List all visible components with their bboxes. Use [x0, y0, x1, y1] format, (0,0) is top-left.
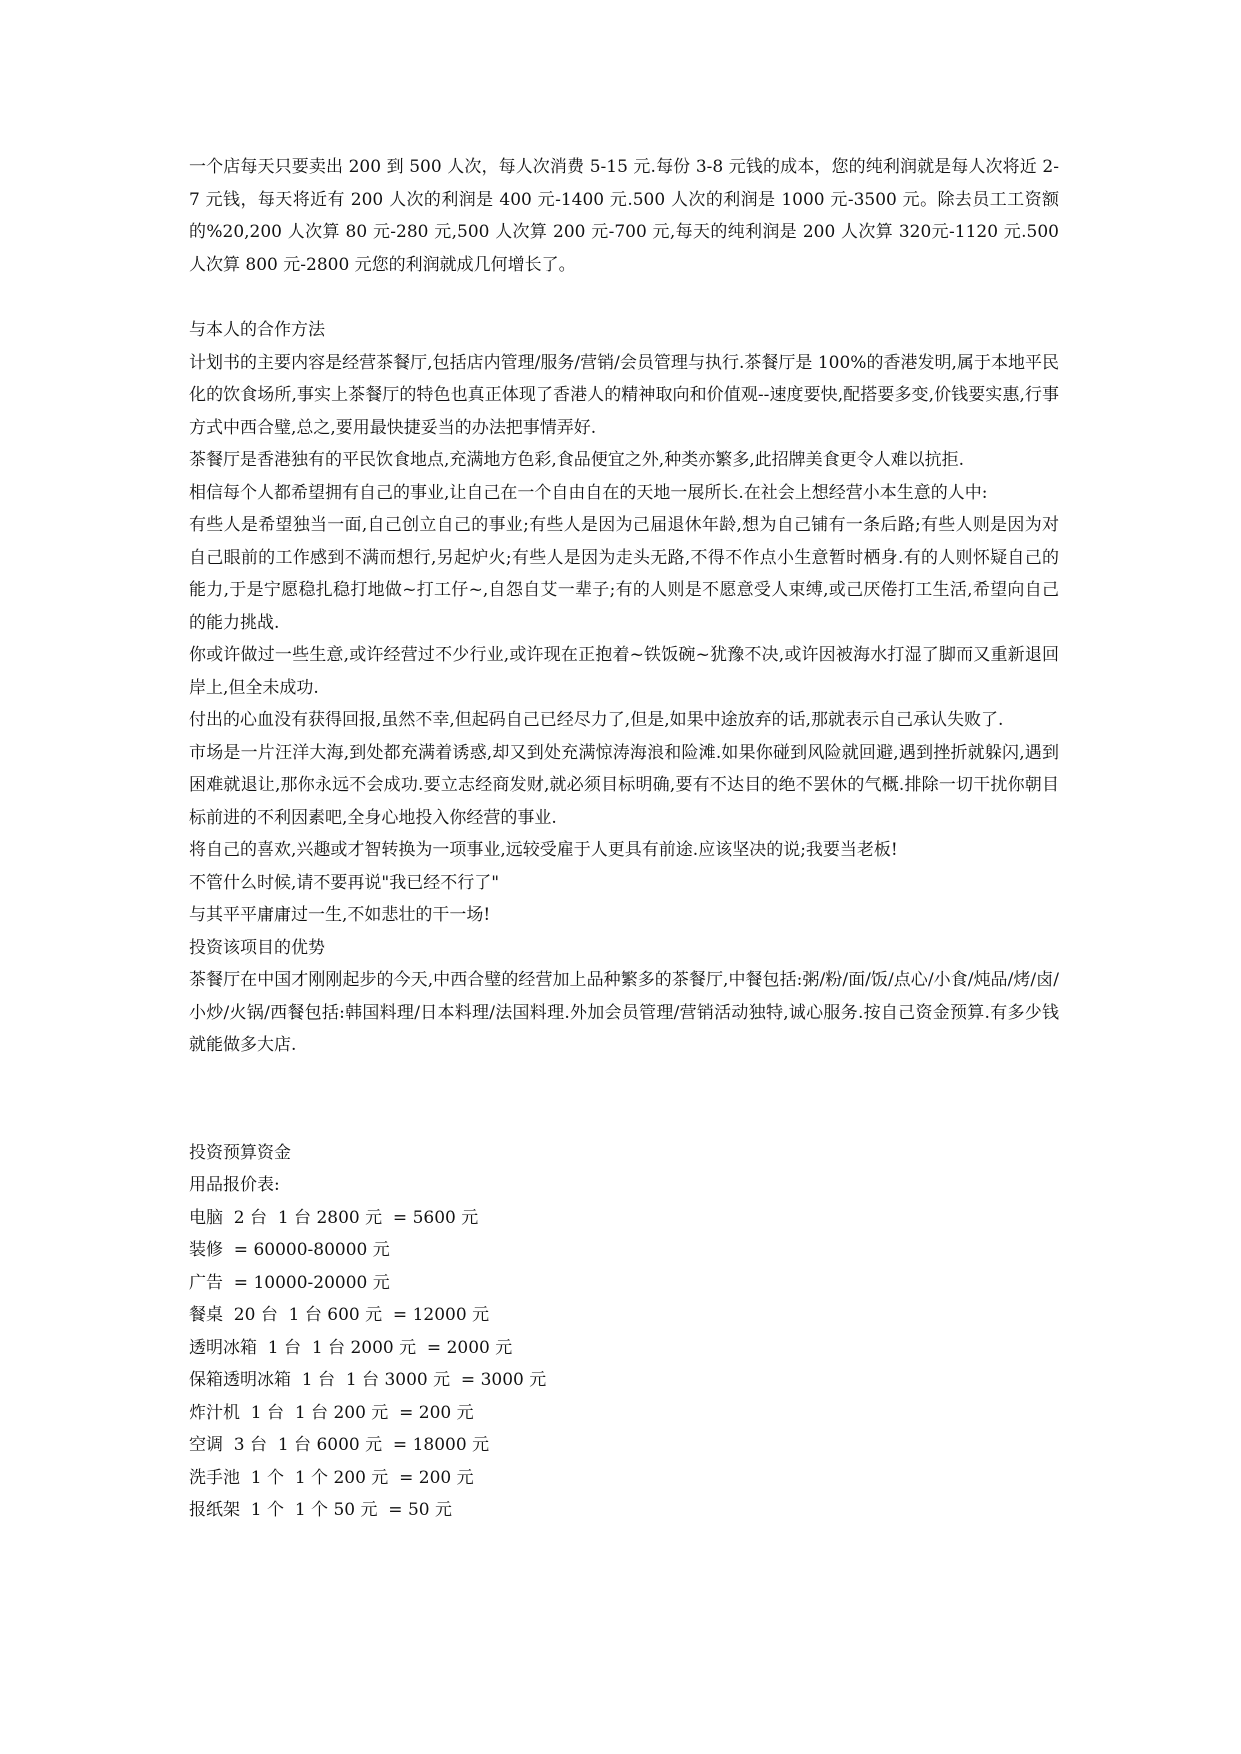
paragraph-never-give-up: 不管什么时候,请不要再说"我已经不行了" — [189, 872, 500, 893]
price-item: 透明冰箱 1 台 1 台 2000 元 = 2000 元 — [189, 1337, 513, 1358]
advantage-heading: 投资该项目的优势 — [189, 937, 325, 958]
price-list-heading: 用品报价表: — [189, 1175, 280, 1195]
coop-heading: 与本人的合作方法 — [189, 320, 325, 340]
price-item: 炸汁机 1 台 1 台 200 元 = 200 元 — [189, 1402, 474, 1423]
paragraph-reasons: 有些人是希望独当一面,自己创立自己的事业;有些人是因为己届退休年龄,想为自己铺有一条后路;有些人则是因为对自己眼前的工作感到不满而想行,另起炉火;有些人是因为走头无路,不得不作点小生意暂时栖身.有的人则怀疑自己的能力,于是宁愿稳扎稳打地做~打工仔~,自怨自艾一辈子;有的人则是不愿意受人束缚,或己厌倦打工生活,希望向自己的能力挑战. — [189, 515, 1059, 633]
price-item: 广告 = 10000-20000 元 — [189, 1272, 390, 1293]
price-item: 电脑 2 台 1 台 2800 元 = 5600 元 — [189, 1207, 479, 1228]
paragraph-bold: 与其平平庸庸过一生,不如悲壮的干一场! — [189, 905, 491, 925]
paragraph-past-attempts: 你或许做过一些生意,或许经营过不少行业,或许现在正抱着~铁饭碗~犹豫不决,或许因被海水打湿了脚而又重新退回岸上,但全未成功. — [189, 645, 1059, 698]
document-page — [189, 151, 1059, 1527]
paragraph-market: 市场是一片汪洋大海,到处都充满着诱惑,却又到处充满惊涛海浪和险滩.如果你碰到风险就回避,遇到挫折就躲闪,遇到困难就退让,那你永远不会成功.要立志经商发财,就必须目标明确,要有不达目的绝不罢休的气概.排除一切干扰你朝目标前进的不利因素吧,全身心地投入你经营的事业. — [189, 742, 1059, 828]
paragraph-effort: 付出的心血没有获得回报,虽然不幸,但起码自己已经尽力了,但是,如果中途放弃的话,那就表示自己承认失败了. — [189, 710, 1004, 730]
price-item: 保箱透明冰箱 1 台 1 台 3000 元 = 3000 元 — [189, 1370, 547, 1390]
price-item: 空调 3 台 1 台 6000 元 = 18000 元 — [189, 1435, 490, 1455]
paragraph-advantage: 茶餐厅在中国才刚刚起步的今天,中西合璧的经营加上品种繁多的茶餐厅,中餐包括:粥/粉/面/饭/点心/小食/炖品/烤/卤/小炒/火锅/西餐包括:韩国料理/日本料理/法国料理.外加会员管理/营销活动独特,诚心服务.按自己资金预算.有多少钱就能做多大店. — [189, 970, 1059, 1055]
price-item: 报纸架 1 个 1 个 50 元 = 50 元 — [189, 1500, 452, 1520]
paragraph-hk-unique: 茶餐厅是香港独有的平民饮食地点,充满地方色彩,食品便宜之外,种类亦繁多,此招牌美食更令人难以抗拒. — [189, 450, 965, 470]
paragraph-plan: 计划书的主要内容是经营茶餐厅,包括店内管理/服务/营销/会员管理与执行.茶餐厅是 100%的香港发明,属于本地平民化的饮食场所,事实上茶餐厅的特色也真正体现了香港人的精神取向和价值观--速度要快,配搭要多变,价钱要实惠,行事方式中西合璧,总之,要用最快捷妥当的办法把事情弄好. — [189, 352, 1059, 438]
intro-paragraph: 一个店每天只要卖出 200 到 500 人次，每人次消费 5-15 元.每份 3-8 元钱的成本，您的纯利润就是每人次将近 2-7 元钱，每天将近有 200 人次的利润是 400 元-1400 元.500 人次的利润是 1000 元-3500 元。除去员工工资额的%20,200 人次算 80 元-280 元,500 人次算 200 元-700 元,每天的纯利润是 200 人次算 320元-1120 元.500 人次算 800 元-2800 元您的利润就成几何增长了。 — [189, 157, 1059, 275]
spacer — [189, 1062, 1059, 1137]
budget-heading: 投资预算资金 — [189, 1142, 291, 1163]
paragraph-own-business: 相信每个人都希望拥有自己的事业,让自己在一个自由自在的天地一展所长.在社会上想经营小本生意的人中: — [189, 482, 988, 503]
price-item: 餐桌 20 台 1 台 600 元 = 12000 元 — [189, 1305, 490, 1325]
price-item: 洗手池 1 个 1 个 200 元 = 200 元 — [189, 1467, 474, 1488]
price-list — [189, 1202, 1059, 1527]
price-item: 装修 = 60000-80000 元 — [189, 1240, 390, 1260]
paragraph-be-boss: 将自己的喜欢,兴趣或才智转换为一项事业,远较受雇于人更具有前途.应该坚决的说;我要当老板! — [189, 840, 898, 860]
spacer — [189, 281, 1059, 314]
